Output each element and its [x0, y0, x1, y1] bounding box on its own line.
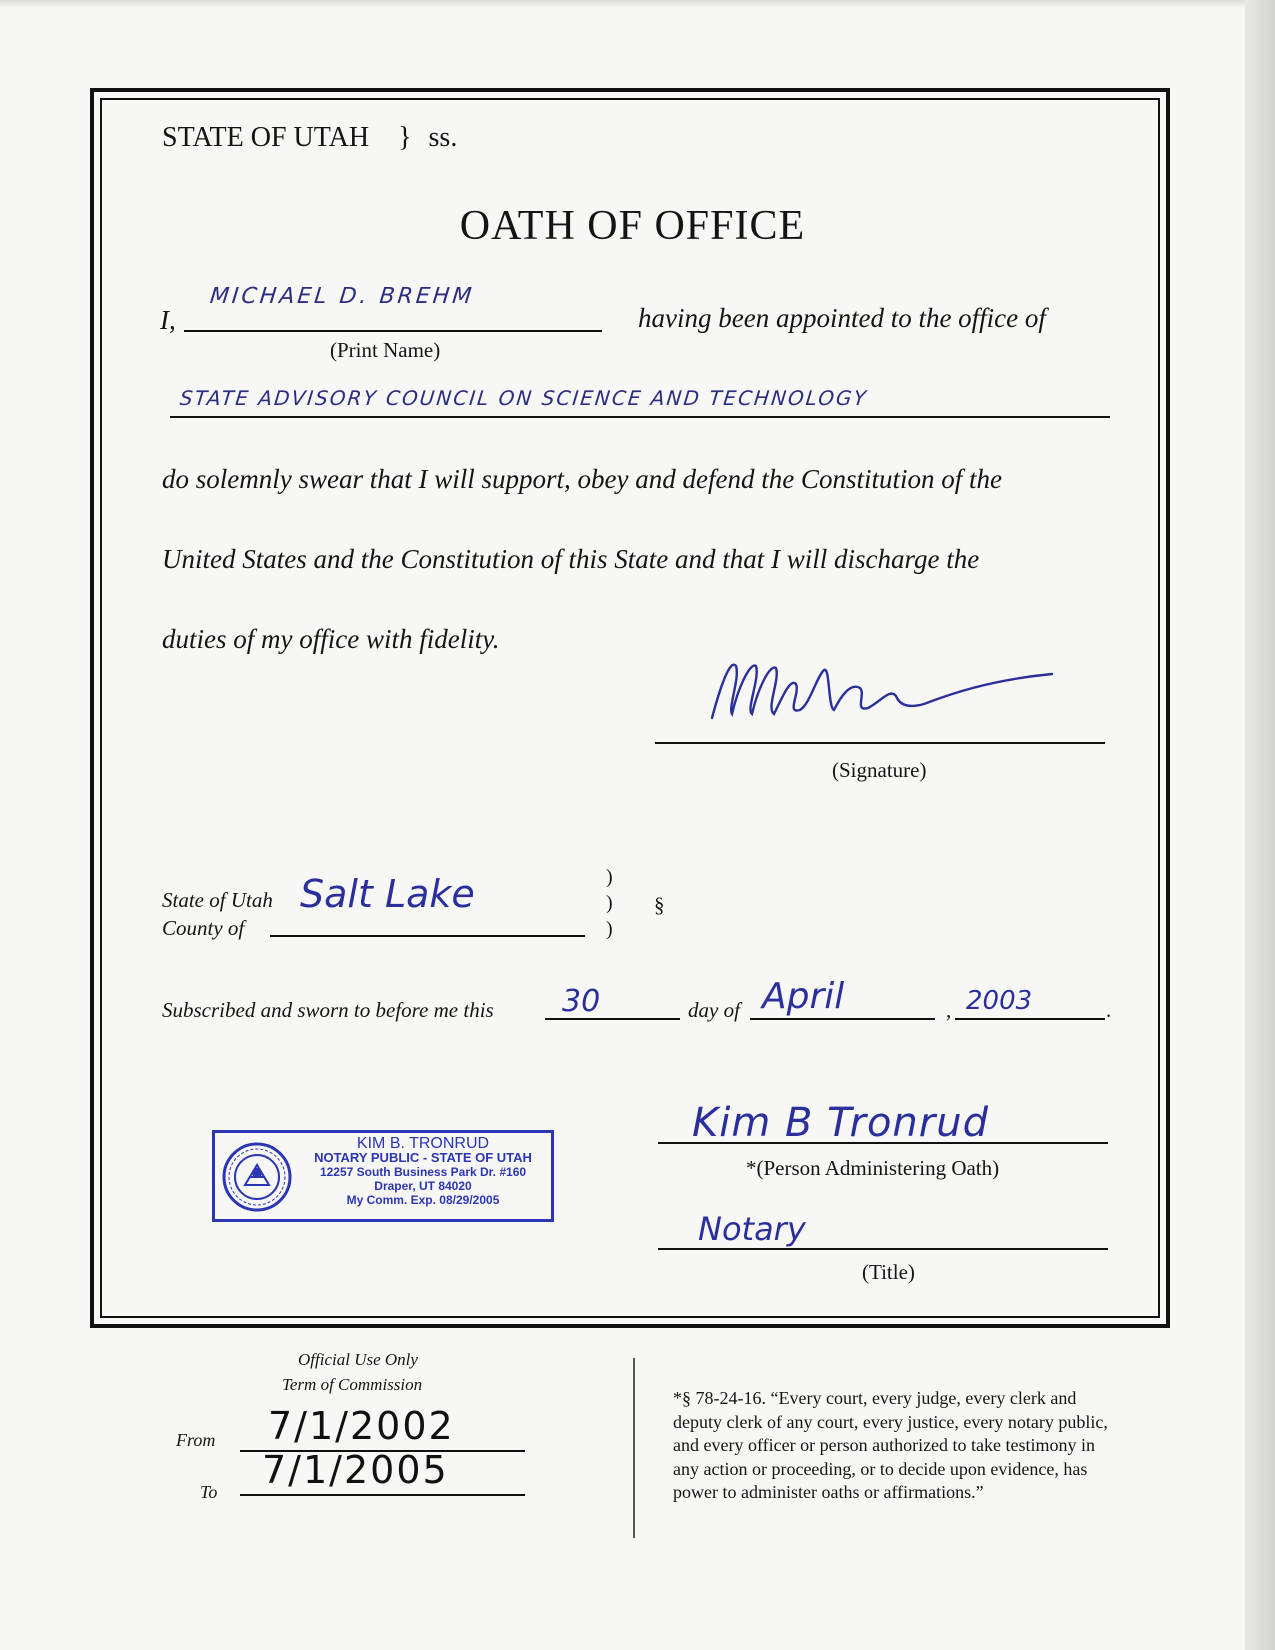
office-line: [170, 416, 1110, 418]
title-line: [658, 1248, 1108, 1250]
oath-line-2: United States and the Constitution of this State and that I will discharge the: [162, 544, 980, 574]
sworn-year-line: [955, 1018, 1105, 1020]
oath-signature-image: [700, 648, 1060, 734]
stamp-line-3: 12257 South Business Park Dr. #160: [319, 1165, 527, 1179]
section-mark: §: [654, 893, 665, 917]
sworn-year-value: 2003: [966, 986, 1033, 1016]
print-name-caption: (Print Name): [330, 338, 441, 362]
sworn-day-of: day of: [688, 998, 740, 1022]
footnote-line-3: and every officer or person authorized to take testimony in: [673, 1435, 1096, 1455]
administrator-signature: Kim B Tronrud: [692, 1100, 989, 1146]
brace-mark: }: [398, 122, 412, 153]
oath-line-1: do solemnly swear that I will support, obey and defend the Constitution of the: [162, 464, 1002, 494]
title-value: Notary: [698, 1210, 806, 1248]
to-label: To: [200, 1482, 218, 1502]
term-heading: Term of Commission: [282, 1375, 423, 1394]
footnote-line-1: *§ 78-24-16. “Every court, every judge, every clerk and: [673, 1388, 1077, 1408]
state-of-utah-label: State of Utah: [162, 888, 273, 912]
to-value: 7/1/2005: [262, 1448, 449, 1492]
signature-line: [655, 742, 1105, 744]
sworn-day-line: [545, 1018, 680, 1020]
ss-mark: ss.: [428, 122, 458, 153]
office-value: STATE ADVISORY COUNCIL ON SCIENCE AND TECHNOLOGY: [178, 386, 870, 410]
county-value: Salt Lake: [300, 872, 475, 916]
stamp-line-2: NOTARY PUBLIC - STATE OF UTAH: [314, 1150, 532, 1165]
stamp-line-5: My Comm. Exp. 08/29/2005: [346, 1193, 500, 1207]
print-name-value: MICHAEL D. BREHM: [208, 284, 476, 309]
administrator-line: [658, 1142, 1108, 1144]
state-heading-text: STATE OF UTAH: [162, 122, 370, 153]
venue-paren-1: ): [606, 866, 613, 888]
from-value: 7/1/2002: [268, 1404, 455, 1448]
sworn-prefix: Subscribed and sworn to before me this: [162, 998, 494, 1022]
official-heading: Official Use Only: [298, 1350, 418, 1369]
notary-stamp-text: [295, 1137, 551, 1207]
venue-paren-3: ): [606, 918, 613, 940]
scan-top-edge: [0, 0, 1275, 8]
sworn-month-line: [750, 1018, 935, 1020]
footnote-line-2: deputy clerk of any court, every justice, every notary public,: [673, 1411, 1108, 1432]
footnote-line-5: power to administer oaths or affirmations.”: [673, 1482, 984, 1502]
print-name-line: [184, 330, 602, 332]
page-title: OATH OF OFFICE: [459, 203, 806, 249]
oath-line-3: duties of my office with fidelity.: [162, 624, 500, 654]
notary-seal-image: [221, 1141, 293, 1213]
stamp-line-4: Draper, UT 84020: [374, 1179, 472, 1193]
footer-divider: [633, 1358, 635, 1538]
footnote: [673, 1387, 1108, 1505]
stamp-name: KIM B. TRONRUD: [356, 1135, 490, 1152]
intro-prefix: I,: [160, 305, 176, 335]
signature-caption: (Signature): [832, 758, 927, 782]
from-label: From: [176, 1430, 216, 1450]
venue-paren-2: ): [606, 892, 613, 914]
appointed-text: having been appointed to the office of: [638, 303, 1046, 333]
sworn-day-value: 30: [562, 984, 601, 1019]
sworn-period: .: [1106, 998, 1112, 1022]
to-line: [240, 1494, 525, 1496]
county-line: [270, 935, 585, 937]
state-heading: [162, 122, 457, 154]
footnote-line-4: any action or proceeding, or to decide upon evidence, has: [673, 1458, 1088, 1479]
administrator-caption: *(Person Administering Oath): [746, 1156, 1000, 1180]
sworn-comma: ,: [946, 998, 952, 1022]
sworn-month-value: April: [762, 976, 845, 1017]
notary-stamp: [212, 1130, 554, 1222]
title-caption: (Title): [862, 1260, 915, 1284]
county-label: County of: [162, 916, 245, 940]
